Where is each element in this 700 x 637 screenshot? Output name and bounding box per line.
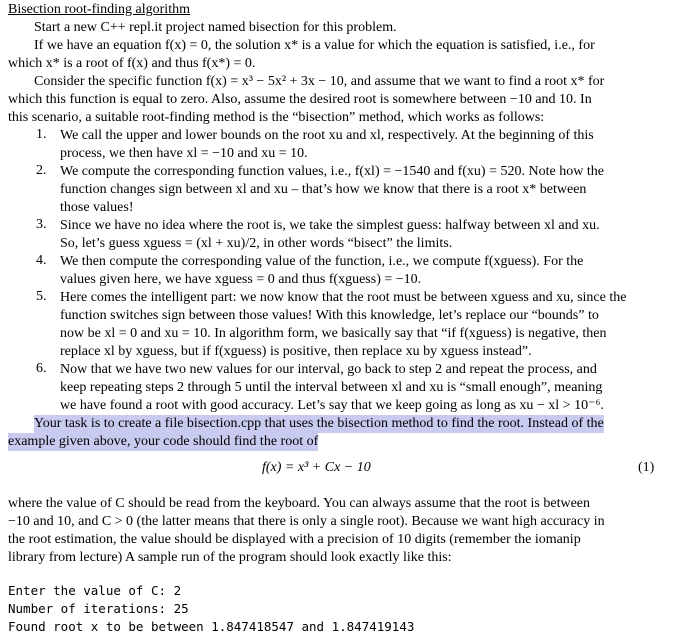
- step-text: function changes sign between xl and xu – that’s how we know that there is a root x* between: [60, 182, 587, 197]
- step-number: 6.: [36, 361, 47, 376]
- step-text: we have found a root with good accuracy. Let’s say that we keep going as long as xu − xl > 10⁻⁶.: [60, 398, 604, 413]
- step-text: So, let’s guess xguess = (xl + xu)/2, in other words “bisect” the limits.: [60, 236, 453, 251]
- step-number: 5.: [36, 289, 47, 304]
- step-number: 4.: [36, 253, 47, 268]
- step-number: 2.: [36, 163, 47, 178]
- task-line: example given above, your code should find the root of: [8, 434, 319, 449]
- step-text: We compute the corresponding function values, i.e., f(xl) = −1540 and f(xu) = 520. Note how the: [60, 164, 604, 179]
- sample-run-line: Found root x to be between 1.847418547 and 1.847419143: [8, 619, 415, 634]
- step-text: Now that we have two new values for our interval, go back to step 2 and repeat the process, and: [60, 362, 597, 377]
- equation-number: (1): [638, 460, 655, 475]
- section-heading: Bisection root-finding algorithm: [8, 2, 190, 17]
- step-text: now be xl = 0 and xu = 10. In algorithm form, we basically say that “if f(xguess) is negative, then: [60, 326, 607, 341]
- intro-line: Start a new C++ repl.it project named bisection for this problem.: [34, 20, 397, 35]
- body-line: library from lecture) A sample run of the program should look exactly like this:: [8, 550, 452, 565]
- intro-line: which this function is equal to zero. Also, assume the desired root is somewhere between −10 and 10. In: [8, 92, 592, 107]
- task-line: Your task is to create a file bisection.cpp that uses the bisection method to find the root. Instead of the: [34, 416, 604, 431]
- step-text: values given here, we have xguess = 0 and thus f(xguess) = −10.: [60, 272, 422, 287]
- sample-run-line: Enter the value of C: 2: [8, 583, 182, 598]
- body-line: −10 and 10, and C > 0 (the latter means that there is only a single root). Because we want high accuracy in: [8, 514, 605, 529]
- body-line: the root estimation, the value should be displayed with a precision of 10 digits (remember the iomanip: [8, 532, 581, 547]
- step-text: We then compute the corresponding value of the function, i.e., we compute f(xguess). For the: [60, 254, 584, 269]
- step-text: Here comes the intelligent part: we now know that the root must be between xguess and xu, since the: [60, 290, 627, 305]
- sample-run-line: Number of iterations: 25: [8, 601, 189, 616]
- intro-line: Consider the specific function f(x) = x³ − 5x² + 3x − 10, and assume that we want to find a root x* for: [34, 74, 605, 89]
- body-line: where the value of C should be read from the keyboard. You can always assume that the root is between: [8, 496, 591, 511]
- step-number: 1.: [36, 127, 47, 142]
- equation: f(x) = x³ + Cx − 10: [262, 460, 371, 475]
- step-text: process, we then have xl = −10 and xu = 10.: [60, 146, 308, 161]
- intro-line: If we have an equation f(x) = 0, the solution x* is a value for which the equation is satisfied, i.e., for: [34, 38, 595, 53]
- intro-line: which x* is a root of f(x) and thus f(x*) = 0.: [8, 56, 256, 71]
- step-text: We call the upper and lower bounds on the root xu and xl, respectively. At the beginning of this: [60, 128, 594, 143]
- step-text: Since we have no idea where the root is, we take the simplest guess: halfway between xl and xu.: [60, 218, 600, 233]
- step-text: those values!: [60, 200, 134, 215]
- step-text: keep repeating steps 2 through 5 until the interval between xl and xu is “small enough”, meaning: [60, 380, 603, 395]
- step-number: 3.: [36, 217, 47, 232]
- step-text: function switches sign between those values! With this knowledge, let’s replace our “bounds” to: [60, 308, 599, 323]
- intro-line: this scenario, a suitable root-finding method is the “bisection” method, which works as follows:: [8, 110, 545, 125]
- step-text: replace xl by xguess, but if f(xguess) is positive, then replace xu by xguess instead”.: [60, 344, 532, 359]
